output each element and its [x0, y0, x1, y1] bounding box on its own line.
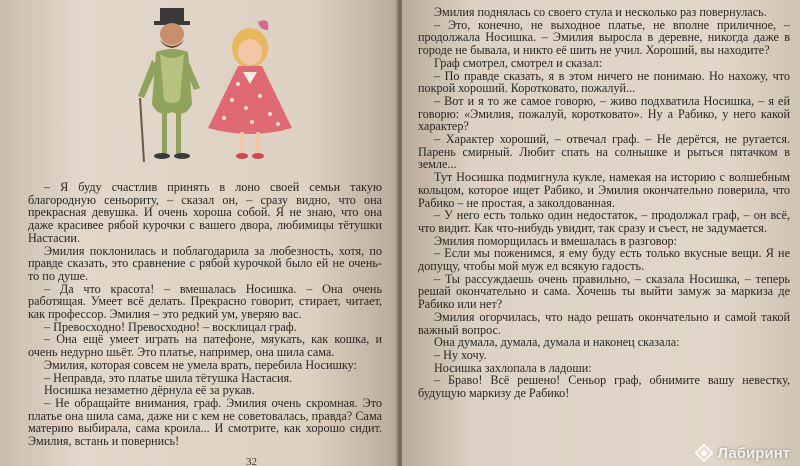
paragraph: – По правде сказать, я в этом ничего не понимаю. Но нахожу, что покрой хороший. Коротковато, пожалуй... [418, 68, 790, 96]
paragraph: – Она ещё умеет играть на патефоне, мяукать, как кошка, и очень недурно шьёт. Это платье, например, она шила сама. [28, 332, 382, 360]
paragraph: Она думала, думала, думала и наконец сказала: [434, 335, 680, 350]
paragraph: Эмилия огорчилась, что надо решать окончательно и самой такой важный вопрос. [418, 309, 790, 337]
paragraph: – Ты рассуждаешь очень правильно, – сказала Носишка, – теперь решай окончательно и сама. Хочешь ты выйти замуж за маркиза де Рабико или нет? [418, 271, 790, 312]
paragraph: – Превосходно! Превосходно! – восклицал граф. [44, 319, 297, 334]
paragraph: Носишка незаметно дёрнула её за рукав. [44, 383, 255, 398]
paragraph: – Это, конечно, не выходное платье, не вполне приличное, – продолжала Носишка. – Эмилия выросла в деревне, никогда даже в городе не бывала, и никто её шить не учил. Хороший, вы находите? [418, 17, 790, 58]
paragraph: Тут Носишка подмигнула кукле, намекая на историю с волшебным кольцом, которое ищет Рабико, и Эмилия окончательно поверила, что Рабико – не простая, а заколдованная. [418, 170, 790, 210]
doll-figure [208, 20, 292, 159]
paragraph: Эмилия поморщилась и вмешалась в разговор: [434, 233, 678, 248]
paragraph: – Браво! Всё решено! Сеньор граф, обнимите вашу невестку, будущую маркизу де Рабико! [418, 373, 790, 401]
paragraph: Эмилия поднялась со своего стула и несколько раз повернулась. [434, 5, 767, 19]
paragraph: – Ну хочу. [434, 347, 487, 362]
left-page [0, 0, 398, 466]
paragraph: – У него есть только один недостаток, – продолжал граф, – он всё, что видит. Как что-нибудь увидит, так сразу и съест, не задумается. [418, 208, 790, 235]
right-page-text [418, 6, 790, 400]
paragraph: – Если мы поженимся, я ему буду есть только вкусные вещи. Я не допущу, чтобы мой муж ел всякую гадость. [418, 246, 790, 274]
paragraph: – Да что красота! – вмешалась Носишка. – Она очень работящая. Умеет всё делать. Прекрасно говорит, стирает, читает, как профессор. Эмилия – это редкий ум, уверяю вас. [28, 281, 382, 322]
labirint-logo-icon [695, 444, 713, 462]
paragraph: – Я буду счастлив принять в лоно своей семьи такую благородную сеньориту, – сказал он, – сразу видно, что она прекрасная девушка. И очень хороша собой. Я не знаю, что она даже красивее рябой курочки с вашего двора, любимицы тётушки Настасии. [28, 180, 382, 245]
paragraph: Граф смотрел, смотрел и сказал: [434, 55, 603, 70]
watermark-text: Лабиринт [717, 444, 790, 462]
right-page [402, 0, 800, 466]
labirint-watermark [695, 444, 790, 462]
count-figure [138, 8, 200, 162]
page-number: 32 [246, 456, 257, 466]
paragraph: – Вот и я то же самое говорю, – живо подхватила Носишка, – я ей говорю: «Эмилия, пожалуй, коротковато». Ну а Рабико, у него какой характер? [418, 93, 790, 134]
paragraph: – Неправда, это платье шила тётушка Настасия. [44, 370, 293, 385]
paragraph: Эмилия, которая совсем не умела врать, перебила Носишку: [44, 357, 357, 372]
paragraph: Носишка захлопала в ладоши: [434, 360, 592, 375]
illustration-count-and-doll [100, 0, 310, 172]
left-page-text [28, 181, 382, 448]
paragraph: – Характер хороший, – отвечал граф. – Не дерётся, не ругается. Парень смирный. Любит спать на солнышке и рыться пятачком в земле... [418, 132, 790, 172]
paragraph: – Не обращайте внимания, граф. Эмилия очень скромная. Это платье она шила сама, даже ни с кем не советовалась, правда? Сама материю выбирала, сама кроила... И смотрите, как хорошо сидит. Эмилия, встань и повернись! [28, 395, 382, 449]
paragraph: Эмилия поклонилась и поблагодарила за любезность, хотя, по правде сказать, это сравнение с рябой курочкой было ей не очень-то по душе. [28, 243, 382, 283]
